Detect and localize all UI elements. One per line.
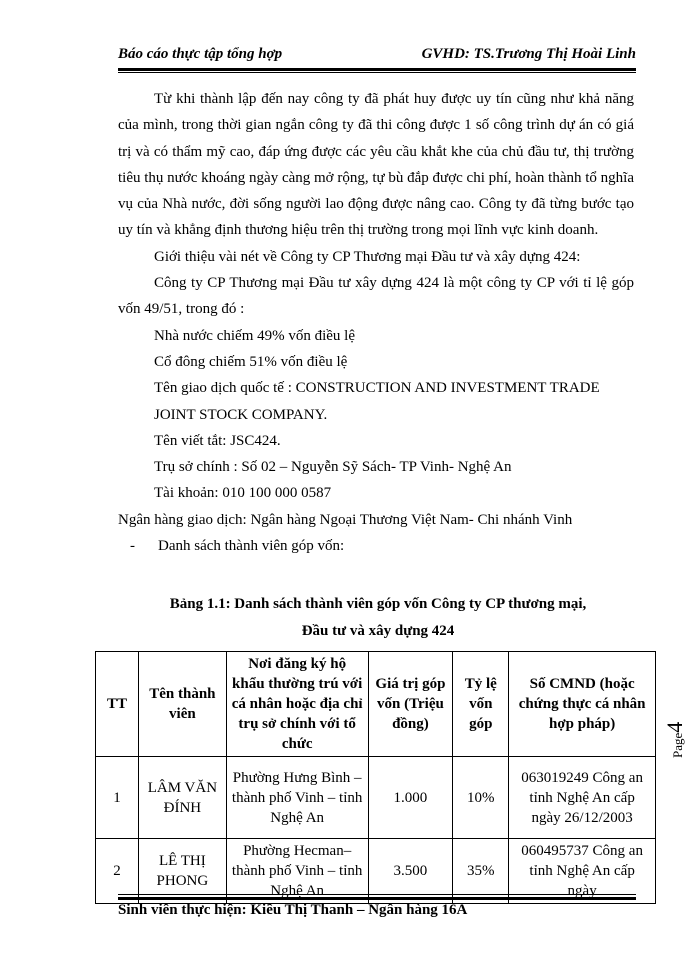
header-rule-thick — [118, 68, 636, 71]
transaction-bank: Ngân hàng giao dịch: Ngân hàng Ngoại Thương Việt Nam- Chi nhánh Vinh — [118, 511, 573, 528]
footer-rule-thin — [118, 894, 636, 895]
line-state-share: Nhà nước chiếm 49% vốn điều lệ — [154, 327, 356, 344]
short-name: Tên viết tắt: JSC424. — [154, 432, 281, 449]
cell-ratio: 10% — [453, 757, 509, 839]
bank-account: Tài khoản: 010 100 000 0587 — [154, 485, 332, 502]
cell-address: Phường Hecman– thành phố Vinh – tỉnh Nghệ An — [226, 839, 368, 904]
line-shareholder-share: Cổ đông chiếm 51% vốn điều lệ — [154, 353, 348, 370]
header-rule-thin — [118, 72, 636, 73]
cell-ratio: 35% — [453, 839, 509, 904]
cell-value: 1.000 — [368, 757, 453, 839]
body-text — [118, 86, 634, 559]
cell-tt: 1 — [96, 757, 139, 839]
header-id: Số CMND (hoặc chứng thực cá nhân hợp pháp) — [509, 652, 656, 757]
member-list-title: Danh sách thành viên góp vốn: — [158, 538, 345, 555]
table-caption-line-2: Đầu tư và xây dựng 424 — [301, 623, 455, 639]
paragraph-2: Giới thiệu vài nét về Công ty CP Thương mại Đầu tư và xây dựng 424: — [154, 248, 581, 265]
page-number — [658, 700, 688, 760]
paragraph-3: Công ty CP Thương mại Đầu tư xây dựng 424 là một công ty CP với tỉ lệ góp vốn 49/51, trong đó : — [118, 275, 634, 318]
header-address: Nơi đăng ký hộ khẩu thường trú với cá nhân hoặc địa chỉ trụ sở chính với tổ chức — [226, 652, 368, 757]
header-member-name: Tên thành viên — [138, 652, 226, 757]
cell-name: LÂM VĂN ĐÍNH — [138, 757, 226, 839]
supervisor: GVHD: TS.Trương Thị Hoài Linh — [421, 46, 636, 62]
international-name: Tên giao dịch quốc tế : CONSTRUCTION AND INVESTMENT TRADE JOINT STOCK COMPANY. — [154, 380, 600, 423]
paragraph-1: Từ khi thành lập đến nay công ty đã phát huy được uy tín cũng như khả năng của mình, trong thời gian ngắn công ty đã thi công được 1 số công trình dự án có giá trị và có thẩm mỹ cao, đáp ứng được các yêu cầu khắt khe của chủ đầu tư, thị trường tiêu thụ nước khoáng ngày càng mở rộng, tự bù đắp được chi phí, hoàn thành tổ nghĩa vụ của Nhà nước, đời sống người lao động được nâng cao. Công ty đã từng bước tạo uy tín và khẳng định thương hiệu trên thị trường trong mọi lĩnh vực kinh doanh. — [118, 91, 634, 239]
member-table — [95, 651, 656, 904]
cell-id: 063019249 Công an tỉnh Nghệ An cấp ngày 26/12/2003 — [509, 757, 656, 839]
list-item — [118, 533, 634, 559]
dash-bullet: - — [130, 538, 135, 555]
table-row — [96, 757, 656, 839]
header-ratio: Tỷ lệ vốn góp — [453, 652, 509, 757]
cell-name: LÊ THỊ PHONG — [138, 839, 226, 904]
cell-tt: 2 — [96, 839, 139, 904]
footer-rule-thick — [118, 897, 636, 900]
cell-id: 060495737 Công an tỉnh Nghệ An cấp ngày — [509, 839, 656, 904]
cell-value: 3.500 — [368, 839, 453, 904]
page-label: Page — [670, 732, 685, 758]
report-title: Báo cáo thực tập tổng hợp — [118, 46, 283, 62]
table-header-row — [96, 652, 656, 757]
header-tt: TT — [96, 652, 139, 757]
table-caption-line-1: Bảng 1.1: Danh sách thành viên góp vốn Công ty CP thương mại, — [169, 596, 587, 612]
page-number-value: 4 — [662, 721, 687, 733]
header-contribution: Giá trị góp vốn (Triệu đồng) — [368, 652, 453, 757]
head-office: Trụ sở chính : Số 02 – Nguyễn Sỹ Sách- TP Vinh- Nghệ An — [154, 459, 512, 476]
page-footer: Sinh viên thực hiện: Kiều Thị Thanh – Ngân hàng 16A — [118, 902, 468, 918]
page-header — [118, 42, 636, 66]
cell-address: Phường Hưng Bình – thành phố Vinh – tỉnh Nghệ An — [226, 757, 368, 839]
